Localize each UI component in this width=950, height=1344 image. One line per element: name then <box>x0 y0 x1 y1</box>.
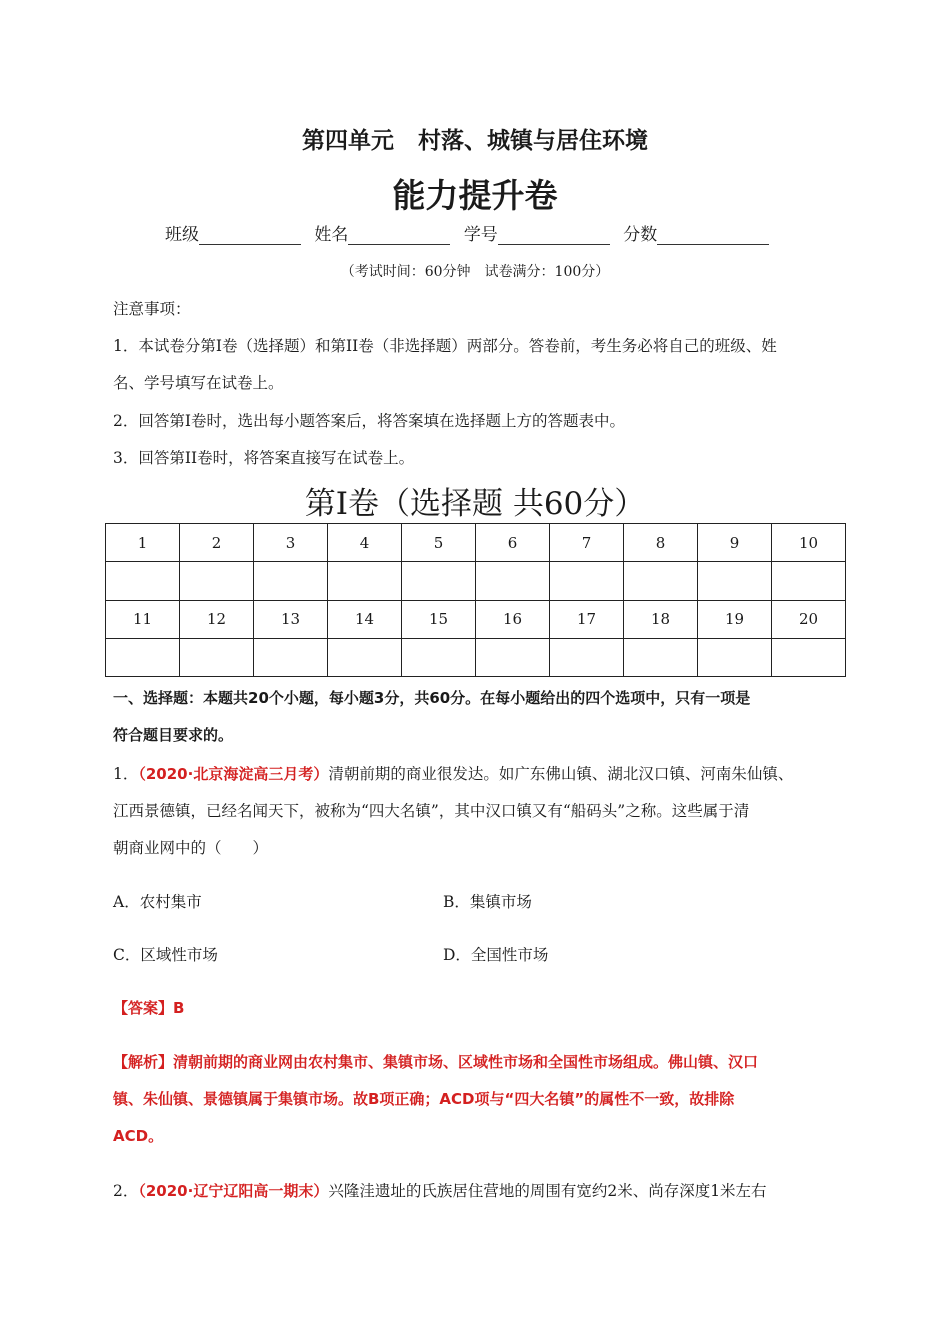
q1-analysis-line-3: ACD。 <box>113 1127 164 1145</box>
answer-cell[interactable] <box>624 638 698 676</box>
question-number-cell: 12 <box>180 600 254 638</box>
question-number-cell: 13 <box>254 600 328 638</box>
answer-table-blank-row-1 <box>106 562 846 600</box>
question-number-cell: 9 <box>698 524 772 562</box>
paper-title: 能力提升卷 <box>392 176 558 215</box>
question-number-cell: 18 <box>624 600 698 638</box>
student-id-label: 学号 <box>463 225 498 245</box>
question-number-cell: 14 <box>328 600 402 638</box>
answer-label: 【答案】 <box>113 999 174 1017</box>
exam-info: （考试时间：60分钟 试卷满分：100分） <box>340 264 610 280</box>
score-blank[interactable] <box>657 226 769 245</box>
q1-text-1: 清朝前期的商业很发达。如广东佛山镇、湖北汉口镇、河南朱仙镇、 <box>328 765 794 783</box>
unit-topic: 村落、城镇与居住环境 <box>418 128 648 154</box>
question-number-cell: 3 <box>254 524 328 562</box>
question-number-cell: 15 <box>402 600 476 638</box>
answer-cell[interactable] <box>624 562 698 600</box>
question-number-cell: 6 <box>476 524 550 562</box>
question-number-cell: 4 <box>328 524 402 562</box>
student-id-blank[interactable] <box>498 226 610 245</box>
answer-cell[interactable] <box>772 562 846 600</box>
q1-line-3: 朝商业网中的（ ） <box>113 839 269 857</box>
question-number-cell: 17 <box>550 600 624 638</box>
question-number-cell: 8 <box>624 524 698 562</box>
answer-cell[interactable] <box>402 562 476 600</box>
answer-cell[interactable] <box>476 638 550 676</box>
answer-cell[interactable] <box>180 638 254 676</box>
q1-option-a[interactable]: A．农村集市 <box>113 893 202 911</box>
notes-title: 注意事项： <box>113 300 191 318</box>
unit-label: 第四单元 <box>302 128 394 154</box>
section-title: 第I卷（选择题 共60分） <box>304 486 646 522</box>
question-number-cell: 19 <box>698 600 772 638</box>
student-info-fields <box>165 220 777 245</box>
answer-cell[interactable] <box>328 562 402 600</box>
note-1-line-2: 名、学号填写在试卷上。 <box>113 374 284 392</box>
class-label: 班级 <box>165 225 199 245</box>
answer-cell[interactable] <box>550 638 624 676</box>
name-blank[interactable] <box>348 226 450 245</box>
name-label: 姓名 <box>314 225 349 245</box>
analysis-text-1: 清朝前期的商业网由农村集市、集镇市场、区域性市场和全国性市场组成。佛山镇、汉口 <box>173 1053 759 1071</box>
answer-value: B <box>173 999 185 1017</box>
answer-cell[interactable] <box>550 562 624 600</box>
instructions-line-2: 符合题目要求的。 <box>113 726 234 744</box>
q2-text-1: 兴隆洼遗址的氏族居住营地的周围有宽约2米、尚存深度1米左右 <box>328 1182 767 1200</box>
answer-cell[interactable] <box>476 562 550 600</box>
note-3: 3．回答第II卷时，将答案直接写在试卷上。 <box>113 449 415 467</box>
question-number-cell: 7 <box>550 524 624 562</box>
q2-source: （2020·辽宁辽阳高一期末） <box>138 1182 329 1200</box>
question-number-cell: 2 <box>180 524 254 562</box>
answer-table-header-row-2 <box>106 600 846 638</box>
score-label: 分数 <box>623 225 658 245</box>
answer-cell[interactable] <box>698 638 772 676</box>
note-1-line-1: 1．本试卷分第I卷（选择题）和第II卷（非选择题）两部分。答卷前，考生务必将自己的班级、姓 <box>113 337 777 355</box>
q2-number: 2． <box>113 1182 139 1200</box>
answer-cell[interactable] <box>698 562 772 600</box>
answer-table-header-row-1 <box>106 524 846 562</box>
q1-answer <box>113 997 184 1018</box>
q1-option-d[interactable]: D．全国性市场 <box>443 946 549 964</box>
class-blank[interactable] <box>199 226 301 245</box>
answer-cell[interactable] <box>254 638 328 676</box>
unit-title <box>0 122 950 155</box>
q1-analysis-line-1 <box>113 1051 758 1072</box>
q1-line-2: 江西景德镇，已经名闻天下，被称为“四大名镇”，其中汉口镇又有“船码头”之称。这些属于清 <box>113 802 750 820</box>
q1-analysis-line-2: 镇、朱仙镇、景德镇属于集镇市场。故B项正确；ACD项与“四大名镇”的属性不一致，故排除 <box>113 1090 735 1108</box>
q1-line-1 <box>113 762 793 784</box>
answer-cell[interactable] <box>254 562 328 600</box>
analysis-label: 【解析】 <box>113 1053 174 1071</box>
question-number-cell: 10 <box>772 524 846 562</box>
question-number-cell: 11 <box>106 600 180 638</box>
answer-table-blank-row-2 <box>106 638 846 676</box>
question-number-cell: 5 <box>402 524 476 562</box>
question-number-cell: 20 <box>772 600 846 638</box>
answer-cell[interactable] <box>328 638 402 676</box>
answer-cell[interactable] <box>106 638 180 676</box>
q1-option-c[interactable]: C．区域性市场 <box>113 946 218 964</box>
answer-cell[interactable] <box>180 562 254 600</box>
note-2: 2．回答第I卷时，选出每小题答案后，将答案填在选择题上方的答题表中。 <box>113 412 625 430</box>
q1-number: 1． <box>113 765 139 783</box>
answer-cell[interactable] <box>106 562 180 600</box>
answer-table <box>105 523 846 677</box>
question-number-cell: 16 <box>476 600 550 638</box>
q1-source: （2020·北京海淀高三月考） <box>138 765 329 783</box>
question-number-cell: 1 <box>106 524 180 562</box>
answer-cell[interactable] <box>772 638 846 676</box>
q2-line-1 <box>113 1179 767 1201</box>
q1-option-b[interactable]: B．集镇市场 <box>443 893 532 911</box>
answer-cell[interactable] <box>402 638 476 676</box>
instructions-line-1: 一、选择题：本题共20个小题，每小题3分，共60分。在每小题给出的四个选项中，只有一项是 <box>113 689 751 707</box>
